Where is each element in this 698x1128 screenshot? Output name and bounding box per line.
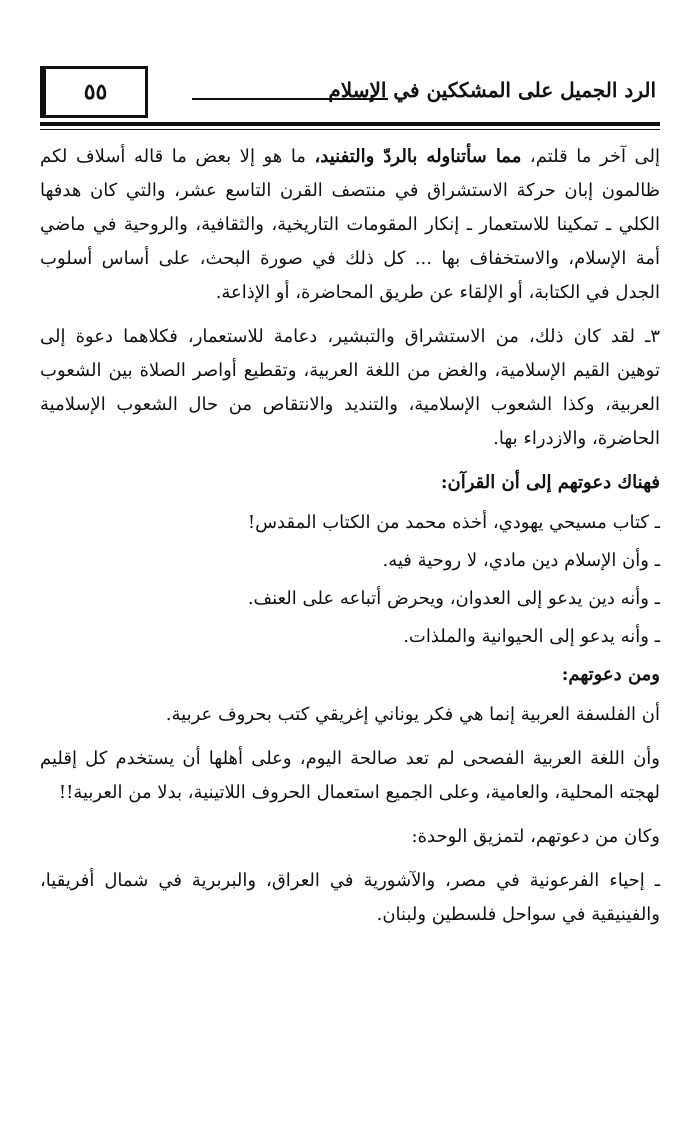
page-number: ٥٥ [83,79,108,105]
page-header [36,66,664,126]
header-rule-thick [40,122,660,126]
paragraph-4: وأن اللغة العربية الفصحى لم تعد صالحة اليوم، وعلى أهلها أن يستخدم كل إقليم لهجته المحلية، والعامية، وعلى الجميع استعمال الحروف اللاتينية، بدلا من العربية!! [40,748,660,803]
bullet-item-3: ـ وأنه دين يدعو إلى العدوان، ويحرض أتباعه على العنف. [247,588,660,609]
paragraph-1-rest: ما هو إلا بعض ما قاله أسلاف لكم ظالمون إبان حركة الاستشراق في منتصف القرن التاسع عشر، والتي كان هدفها الكلي ـ تمكينا للاستعمار ـ إنكار المقومات التاريخية، والثقافية، والروحية في ماضي أمة الإسلام، والاستخفاف بها ... كل ذلك في صورة البحث، على أساس أسلوب الجدل في الكتابة، أو الإلقاء عن طريق المحاضرة، أو الإذاعة. [40,146,660,303]
paragraph-1 [40,140,660,310]
bullet-item-4: ـ وأنه يدعو إلى الحيوانية والملذات. [403,626,660,647]
paragraph-3: أن الفلسفة العربية إنما هي فكر يوناني إغريقي كتب بحروف عربية. [165,704,660,725]
heading-quran-claims: فهناك دعوتهم إلى أن القرآن: [440,472,660,493]
page-number-box [40,66,148,118]
header-rule-thin [40,129,660,130]
paragraph-6: ـ إحياء الفرعونية في مصر، والآشورية في العراق، والبربرية في شمال أفريقيا، والفينيقية في سواحل فلسطين ولبنان. [40,870,661,925]
body-text [40,140,660,942]
paragraph-5: وكان من دعوتهم، لتمزيق الوحدة: [411,826,660,847]
heading-other-claims: ومن دعوتهم: [561,664,660,685]
running-title: الرد الجميل على المشككين في الإسلام [328,78,656,102]
paragraph-1-bold: مما سأتناوله بالردّ والتفنيد، [314,146,522,167]
bullet-item-1: ـ كتاب مسيحي يهودي، أخذه محمد من الكتاب المقدس! [247,512,660,533]
paragraph-2: ٣ـ لقد كان ذلك، من الاستشراق والتبشير، دعامة للاستعمار، فكلاهما دعوة إلى توهين القيم الإسلامية، والغض من اللغة العربية، وتقطيع أواصر الصلاة بين الشعوب العربية، وكذا الشعوب الإسلامية، والتنديد والانتقاص من حال الشعوب الإسلامية الحاضرة، والازدراء بها. [40,326,660,449]
bullet-item-2: ـ وأن الإسلام دين مادي، لا روحية فيه. [382,550,660,571]
paragraph-1-intro: إلى آخر ما قلتم، [521,146,660,167]
